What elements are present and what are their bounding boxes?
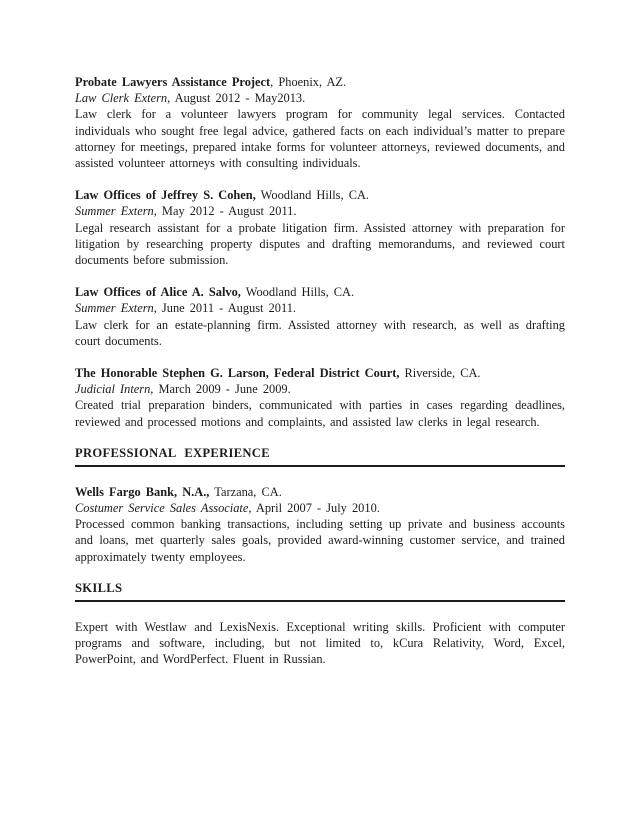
entry-header bbox=[75, 74, 565, 90]
entry-org: Wells Fargo Bank, N.A., bbox=[75, 484, 210, 499]
entry-role: Law Clerk Extern bbox=[75, 91, 168, 106]
entry-description: Legal research assistant for a probate litigation firm. Assisted attorney with preparation for litigation by researching property disputes and drafting memorandums, and reviewed court documents before submission. bbox=[75, 220, 565, 268]
entry-header bbox=[75, 284, 565, 300]
entry-dates: , August 2012 - May2013. bbox=[167, 91, 306, 106]
entry-description: Law clerk for a volunteer lawyers program for community legal services. Contacted individuals who sought free legal advice, gathered facts on each individual’s matter to prepare attorney for meetings, prepared intake forms for volunteer attorneys, reviewed documents, and assisted volunteer attorneys with consulting individuals. bbox=[75, 107, 565, 171]
entry-dates: , May 2012 - August 2011. bbox=[153, 204, 297, 219]
skills-paragraph: Expert with Westlaw and LexisNexis. Exceptional writing skills. Proficient with computer programs and software, including, but not limited to, kCura Relativity, Word, Excel, PowerPoint, and WordPerfect. Fluent in Russian. bbox=[75, 619, 565, 667]
section-heading-professional-experience: PROFESSIONAL EXPERIENCE bbox=[75, 446, 565, 467]
entry-location: Woodland Hills, CA. bbox=[240, 285, 355, 300]
entry-description: Law clerk for an estate-planning firm. Assisted attorney with research, as well as drafting court documents. bbox=[75, 317, 565, 348]
entry-location: , Phoenix, AZ. bbox=[270, 75, 347, 89]
experience-entry bbox=[75, 365, 565, 430]
entry-description: Created trial preparation binders, communicated with parties in cases regarding deadlines, reviewed and processed motions and complaints, and assisted law clerks in legal research. bbox=[75, 398, 565, 429]
entry-subheader bbox=[75, 203, 565, 219]
experience-entry bbox=[75, 74, 565, 171]
entry-header bbox=[75, 187, 565, 203]
entry-dates: , June 2011 - August 2011. bbox=[153, 301, 297, 316]
entry-header bbox=[75, 365, 565, 381]
entry-location: Tarzana, CA. bbox=[209, 484, 282, 499]
entry-role: Judicial Intern bbox=[75, 382, 151, 397]
entry-subheader bbox=[75, 381, 565, 397]
entry-dates: , April 2007 - July 2010. bbox=[248, 501, 380, 516]
entry-subheader bbox=[75, 300, 565, 316]
entry-description: Processed common banking transactions, including setting up private and business accounts and loans, met quarterly sales goals, provided award-winning customer service, and trained approximately twenty employees. bbox=[75, 517, 565, 564]
experience-entry bbox=[75, 284, 565, 349]
experience-entry bbox=[75, 187, 565, 268]
entry-org: The Honorable Stephen G. Larson, Federal District Court, bbox=[75, 366, 400, 381]
entry-location: Woodland Hills, CA. bbox=[255, 188, 370, 203]
experience-entry bbox=[75, 484, 565, 565]
entry-location: Riverside, CA. bbox=[399, 366, 481, 381]
entry-org: Law Offices of Jeffrey S. Cohen, bbox=[75, 188, 256, 203]
section-heading-skills: SKILLS bbox=[75, 581, 565, 602]
entry-header bbox=[75, 484, 565, 500]
entry-role: Summer Extern bbox=[75, 301, 154, 316]
entry-org: Probate Lawyers Assistance Project bbox=[75, 75, 271, 89]
entry-subheader bbox=[75, 90, 565, 106]
entry-subheader bbox=[75, 500, 565, 516]
entry-org: Law Offices of Alice A. Salvo, bbox=[75, 285, 241, 300]
entry-role: Costumer Service Sales Associate bbox=[75, 501, 249, 516]
entry-dates: , March 2009 - June 2009. bbox=[150, 382, 291, 397]
entry-role: Summer Extern bbox=[75, 204, 154, 219]
